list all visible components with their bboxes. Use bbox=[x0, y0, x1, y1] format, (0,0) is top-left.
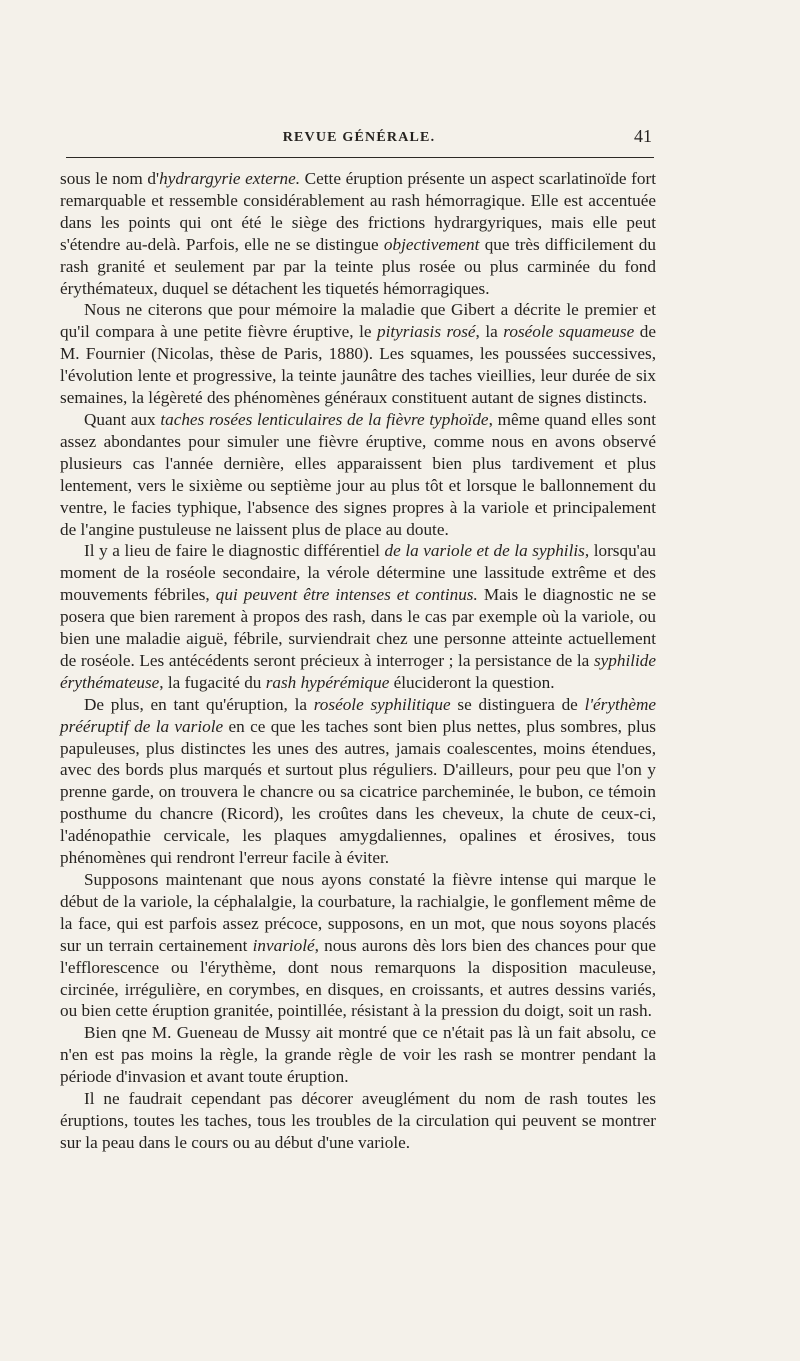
paragraph bbox=[60, 409, 656, 540]
text-run: Bien qne M. Gueneau de Mussy ait montré que ce n'était pas là un fait absolu, ce n'en est pas moins la règle, la grande règle de voir les rash se montrer pendant la période d'invasion et avant toute éruption. bbox=[60, 1023, 656, 1087]
italic-run: invariolé bbox=[252, 935, 315, 955]
italic-run: pityriasis rosé bbox=[377, 322, 476, 342]
text-run: , même quand elles sont assez abondantes pour simuler une fièvre éruptive, comme nous en avons observé plusieurs cas l'année dernière, elles apparaissent bien plus tardivement et plus lentement, vers le sixième ou septième jour au plus tôt et lorsque le ballonnement du ventre, le facies typhique, l'absence des signes propres à la variole et principalement de l'angine pustuleuse ne laissent plus de place au doute. bbox=[60, 409, 657, 539]
italic-run: hydrargyrie externe. bbox=[159, 169, 301, 188]
italic-run: l'érythème prééruptif de la variole bbox=[60, 694, 656, 736]
page-header bbox=[66, 126, 652, 150]
italic-run: taches rosées lenticulaires de la fièvre typhoïde bbox=[160, 409, 489, 429]
italic-run: de la variole et de la syphilis bbox=[384, 541, 585, 561]
paragraph bbox=[60, 540, 656, 693]
italic-run: roséole syphilitique bbox=[313, 694, 451, 714]
paragraph bbox=[60, 1022, 656, 1088]
text-run: Il y a lieu de faire le diagnostic différentiel bbox=[84, 541, 385, 561]
text-run: que très difficilement du rash granité et seulement par par la teinte plus rosée ou plus carminée du fond érythémateux, duquel se détachent les tiquetés hémorragiques. bbox=[60, 234, 656, 298]
paragraph bbox=[60, 1088, 656, 1154]
text-run: de M. Fournier (Nicolas, thèse de Paris, 1880). Les squames, les poussées successives, l'évolution lente et progressive, la teinte jaunâtre des taches vieillies, leur durée de six semaines, la légèreté des phénomènes généraux constituent autant de signes distincts. bbox=[60, 322, 656, 408]
text-run: , lorsqu'au moment de la roséole secondaire, la vérole détermine une lassitude extrême et des mouvements fébriles, bbox=[60, 541, 656, 605]
text-run: , nous aurons dès lors bien des chances pour que l'efflorescence ou l'érythème, dont nous remarquons la disposition maculeuse, circinée, irrégulière, en corymbes, en disques, en croissants, et autres dessins variés, ou bien cette éruption granitée, pointillée, résistant à la pression du doigt, soit un rash. bbox=[60, 935, 656, 1021]
italic-run: qui peuvent être intenses et continus. bbox=[215, 585, 478, 605]
page-number: 41 bbox=[634, 126, 652, 146]
italic-run: rash hypérémique bbox=[265, 672, 390, 692]
paragraph bbox=[60, 299, 656, 409]
running-title: REVUE GÉNÉRALE. bbox=[282, 130, 436, 145]
text-run: , la fugacité du bbox=[159, 672, 266, 692]
italic-run: objectivement bbox=[383, 234, 480, 254]
text-run: Quant aux bbox=[84, 409, 161, 429]
italic-run: roséole squameuse bbox=[503, 322, 635, 342]
text-run: élucideront la question. bbox=[389, 672, 555, 692]
text-run: Mais le diagnostic ne se posera que bien rarement à propos des rash, dans le cas par exemple où la variole, ou bien une maladie aiguë, fébrile, surviendrait chez une personne atteinte actuellement de roséole. Les antécédents seront précieux à interroger ; la persistance de la bbox=[60, 585, 657, 670]
text-run: Supposons maintenant que nous ayons constaté la fièvre intense qui marque le début de la variole, la céphalalgie, la courbature, la rachialgie, le gonflement même de la face, qui est parfois assez précoce, supposons, en un mot, que nous soyons placés sur un terrain certainement bbox=[60, 870, 656, 955]
text-run: en ce que les taches sont bien plus nettes, plus sombres, plus papuleuses, plus distinctes les unes des autres, jamais coalescentes, moins étendues, avec des bords plus marqués et surtout plus réguliers. D'ailleurs, pour peu que l'on y prenne garde, on trouvera le chancre ou sa cicatrice parcheminée, le bubon, ce témoin posthume du chancre (Ricord), les croûtes dans les cheveux, la chute de ceux-ci, l'adénopathie cervicale, les plaques amygdaliennes, opalines et érosives, tous phénomènes qui rendront l'erreur facile à éviter. bbox=[60, 716, 656, 868]
text-run: Nous ne citerons que pour mémoire la maladie que Gibert a décrite le premier et qu'il compara à une petite fièvre éruptive, le bbox=[60, 300, 656, 342]
text-run: , la bbox=[475, 322, 504, 342]
text-run: Cette éruption présente un aspect scarlatinoïde fort remarquable et ressemble considérablement au rash hémorragique. Elle est accentuée dans les points qui ont été le siège des frictions hydrargyriques, mais elle peut s'étendre au-delà. Parfois, elle ne se distingue bbox=[60, 169, 656, 254]
text-run: se distinguera de bbox=[450, 694, 585, 714]
paragraph bbox=[60, 869, 656, 1022]
header-rule bbox=[66, 157, 654, 158]
text-run: Il ne faudrait cependant pas décorer aveuglément du nom de rash toutes les éruptions, toutes les taches, tous les troubles de la circulation qui peuvent se montrer sur la peau dans le cours ou au début d'une variole. bbox=[60, 1089, 656, 1152]
paragraph bbox=[60, 168, 656, 299]
body-text bbox=[60, 168, 656, 1154]
italic-run: syphilide érythémateuse bbox=[60, 650, 656, 692]
text-run: De plus, en tant qu'éruption, la bbox=[84, 694, 314, 714]
text-run: sous le nom d' bbox=[60, 169, 160, 188]
paragraph bbox=[60, 694, 656, 869]
